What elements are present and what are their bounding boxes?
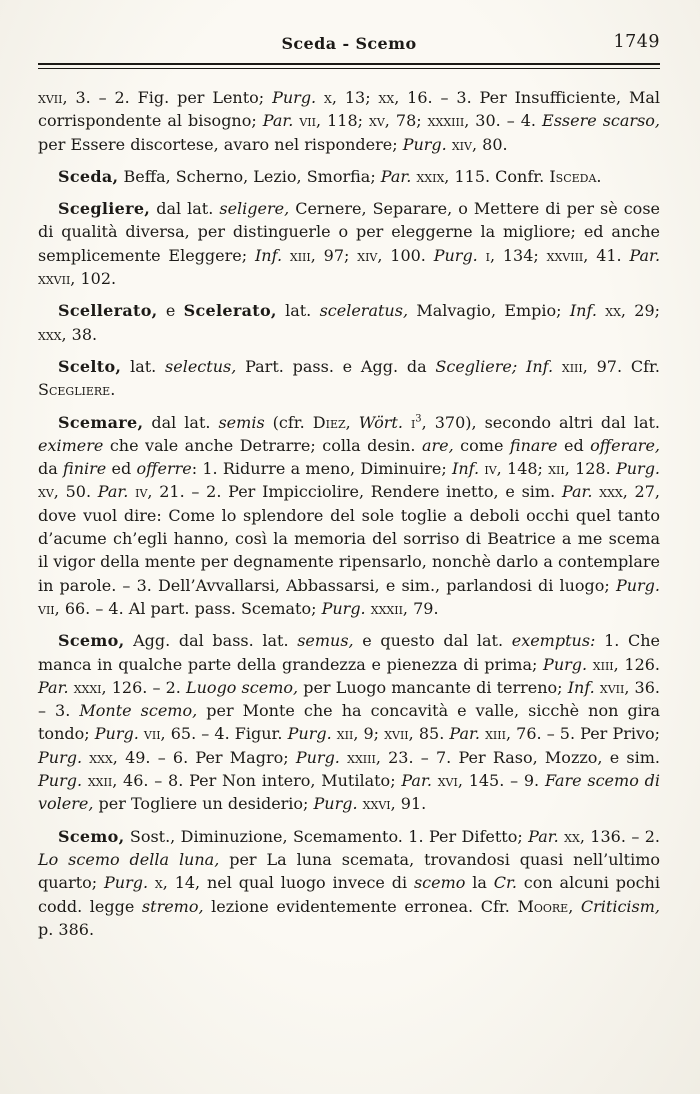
text-run: da [38,459,64,479]
headword: Scegliere, [58,199,151,219]
text-run: , 126. [613,654,661,674]
text-run: scemo [413,873,466,893]
text-run: , 36. – 3. [38,677,660,721]
text-run: x [154,873,163,893]
text-run: Moore [517,896,569,916]
text-run: , 16. – 3. Per Insufficiente, Mal corrispondente al bisogno; [38,88,660,131]
text-run: Purg. [615,575,660,595]
text-run: , 79. [402,598,439,618]
text-run: iv [484,459,497,479]
text-run: Purg. [543,654,588,674]
text-run: xv [38,482,54,502]
text-run: xx [378,88,395,107]
text-run: , 148; [496,459,549,479]
text-run: , 9; [353,724,385,744]
text-run: Purg. [615,459,661,479]
text-run: , 126. – 2. [101,677,186,697]
text-run: Monte scemo, [79,701,198,721]
text-run: , 65. – 4. Figur. [160,724,288,744]
text-run: lat. [276,301,320,321]
page-number: 1749 [613,32,660,52]
text-run: per Togliere un desiderio; [93,794,314,814]
text-run: , 27, dove vuol dire: Come lo splendore del sole toglie a deboli occhi quel tanto d’acume ch’egli hanno, così la memoria del sorriso di Beatrice a me scema il vigor della mente per degnamente ripensarlo, nonchè darlo a contemplare in parole. – 3. Dell’Avvallarsi, Abbassarsi, e sim., parlandosi di luogo; [38,482,661,595]
text-run [478,246,486,265]
text-run [316,88,324,107]
text-run: xxxi [73,677,102,697]
text-run: Purg. [402,134,447,154]
text-run: , 91. [390,794,427,814]
page-header [38,34,660,58]
text-run: semis [218,412,265,432]
text-run: xxx [89,747,113,767]
text-run: , 85. [408,724,450,744]
text-run: , 134; [489,245,547,265]
text-run: e questo dal lat. [353,631,512,651]
text-run: xvii [599,677,625,697]
text-run: Par. [561,482,593,502]
text-run: xiv [357,245,378,265]
text-run: Par. [38,677,69,697]
text-run: per Essere discortese, avaro nel rispondere; [38,134,403,154]
text-run: , 128. [564,459,616,479]
header-rule [38,63,660,69]
text-run: finire [63,459,107,479]
text-run: Purg. [295,747,340,767]
text-run: , 370), secondo altri dal lat. [421,412,661,432]
text-run: selectus, [165,356,237,376]
text-run: xiii [592,654,614,674]
text-run: x [324,88,332,107]
text-run: 1. Che manca in qualche parte della grandezza e pienezza di prima; [38,631,661,674]
text-run: , 50. [53,482,98,502]
text-run: , 49. – 6. Per Magro; [112,747,296,767]
text-run: xxx [38,324,62,344]
text-run: , 100. [377,245,434,265]
text-run: 3 [415,413,422,425]
text-run: Sost., Diminuzione, Scemamento. 1. Per Difetto; [124,826,529,846]
text-run: , 145. – 9. [457,771,545,791]
text-run: , 38. [61,324,98,344]
text-run: i [485,245,490,265]
text-run [148,873,155,892]
text-run: xvii [38,88,63,107]
text-run: Par. [380,166,412,186]
text-run: , [345,412,359,432]
entry-scemo-noun [38,825,660,941]
text-run: Purg. [433,245,478,265]
text-run: , 23. – 7. Per Raso, Mozzo, e sim. [375,747,660,767]
text-run: offerre [136,459,192,479]
text-run: semus, [297,631,354,651]
text-run: , 102. [70,269,117,289]
text-run: , 97; [310,245,358,265]
text-run: xxxii [370,598,403,618]
headword: Scemo, [58,631,125,651]
entry-scemo-adjective [38,629,660,815]
entry-scemare [38,411,660,621]
text-run: finare [509,435,558,455]
text-run: . [110,380,116,400]
text-run: Purg. [321,598,366,618]
text-run: : 1. Ridurre a meno, Diminuire; [191,459,453,479]
text-run: , 14, nel qual luogo invece di [162,873,414,893]
text-run: xiii [289,245,311,265]
text-run: Purg. [287,724,332,744]
text-run: xvi [437,771,458,791]
text-run: xx [605,301,621,321]
text-run: , [568,896,581,916]
text-run: xxxiii [427,111,465,131]
text-run: sceleratus, [319,301,409,321]
text-run: xxvii [38,269,71,289]
text-run: lezione evidentemente erronea. Cfr. [203,896,518,916]
text-run: , 13; [331,88,379,107]
text-run: vii [299,111,316,131]
entry-sceda [38,165,660,188]
text-run: Scegliere [38,380,111,400]
text-run: Par. [401,771,432,791]
text-run [403,413,411,432]
headword: Scelto, [58,356,122,376]
text-run: Lo scemo della luna, [38,849,220,869]
text-run: per La luna scemata, trovandosi quasi nell’ultimo quarto; [38,849,661,893]
text-run: Luogo scemo, [186,677,299,697]
text-run: , 30. – 4. [464,111,543,131]
dictionary-body [38,86,660,941]
text-run: xxx [599,482,623,502]
text-run: eximere [38,435,104,455]
text-run: , 136. – 2. [579,826,661,846]
text-run: Beffa, Scherno, Lezio, Smorfia; [118,166,381,186]
text-run: vii [38,598,55,618]
text-run: (cfr. [264,412,313,432]
text-run: offerare, [590,435,660,455]
text-run: are, [421,435,454,455]
text-run: xiv [451,134,472,154]
text-run: Wört. [358,412,403,432]
text-run: Par. [528,826,559,846]
text-run: , 115. Confr. [444,166,550,186]
text-run: ed [106,459,137,479]
text-run [553,357,562,376]
text-run: xii [336,724,354,744]
text-run: , 29; [620,301,661,321]
entry-scellerato [38,299,660,346]
text-run: Purg. [94,724,139,744]
text-run: Par. [262,111,294,131]
headword: Scelerato, [183,301,277,321]
text-run: xvii [384,724,409,744]
text-run: Diez [312,412,346,432]
text-run: Inf. [452,459,480,479]
text-run: dal lat. [150,199,220,219]
text-run: p. 386. [38,919,95,939]
text-run: seligere, [219,199,290,219]
text-run: per Monte che ha concavità e valle, sicchè non gira tondo; [38,701,661,744]
text-run: Par. [449,724,480,744]
text-run: xxvi [362,794,391,814]
text-run: Purg. [313,794,358,814]
text-run: Par. [97,482,129,502]
text-run: Purg. [38,771,83,791]
text-run: xiii [485,724,506,744]
text-run: con alcuni pochi codd. legge [38,873,660,916]
text-run: Cr. [493,873,517,893]
text-run: xiii [561,356,583,376]
text-run: Inf. [254,245,283,265]
text-run: iv [135,482,148,502]
text-run: exemptus: [511,631,596,651]
text-run: dal lat. [143,412,219,432]
text-run: , 97. Cfr. [582,356,660,376]
entry-scegliere [38,197,660,290]
text-run: xx [564,826,580,846]
continuation-previous-entry [38,86,660,156]
text-run: , 118; [315,111,370,131]
text-run: , 76. – 5. Per Privo; [505,724,661,744]
text-run: Isceda [549,166,597,186]
text-run: , 46. – 8. Per Non intero, Mutilato; [112,771,402,791]
text-run: , 41. [583,245,630,265]
headword: Scellerato, [58,301,158,321]
text-run: , 21. – 2. Per Impicciolire, Rendere inetto, e sim. [147,482,562,502]
headword: Scemare, [58,412,144,432]
text-run: Criticism, [580,896,661,916]
text-run: , 3. – 2. Fig. per Lento; [62,88,273,107]
text-run: per Luogo mancante di terreno; [298,677,568,697]
entry-scelto [38,355,660,402]
text-run: , 78; [384,111,428,131]
text-run: e [157,301,184,321]
text-run: lat. [121,356,166,376]
headword: Scemo, [58,826,125,846]
text-run: Cernere, Separare, o Mettere di per sè cose di qualità diversa, per distinguerle o per eleggerne la migliore; ed anche semplicemente Eleggere; [38,199,660,265]
text-run: xxiii [347,747,376,767]
text-run: , 80. [471,134,508,154]
text-run: stremo, [141,896,204,916]
text-run: come [453,435,510,455]
text-run: ed [557,435,591,455]
headword: Sceda, [58,166,119,186]
text-run [597,301,605,320]
text-run [282,246,290,265]
text-run: che vale anche Detrarre; colla desin. [103,435,422,455]
text-run: xv [369,111,385,131]
text-run: xxix [416,166,445,186]
running-head: Sceda - Scemo [281,34,417,53]
text-run: Scegliere; Inf. [435,356,554,376]
text-run: xxviii [546,245,584,265]
text-run: i [410,412,416,432]
text-run: vii [143,724,161,744]
text-run: Essere scarso, [542,111,660,131]
text-run: Inf. [567,677,595,697]
text-run: Purg. [104,873,149,893]
text-run: , 66. – 4. Al part. pass. Scemato; [54,598,322,618]
text-run: la [465,873,494,893]
text-run: Part. pass. e Agg. da [236,356,436,376]
text-run: . [596,166,602,186]
text-run: Par. [629,245,661,265]
text-run: Purg. [38,747,83,767]
text-run: xxii [87,771,113,791]
text-run: xii [548,459,565,479]
text-run: Inf. [569,301,597,321]
text-run: Fare scemo di volere, [38,771,660,814]
text-run: Purg. [272,88,317,107]
text-run: Agg. dal bass. lat. [124,631,298,651]
text-run: Malvagio, Empio; [408,301,570,321]
